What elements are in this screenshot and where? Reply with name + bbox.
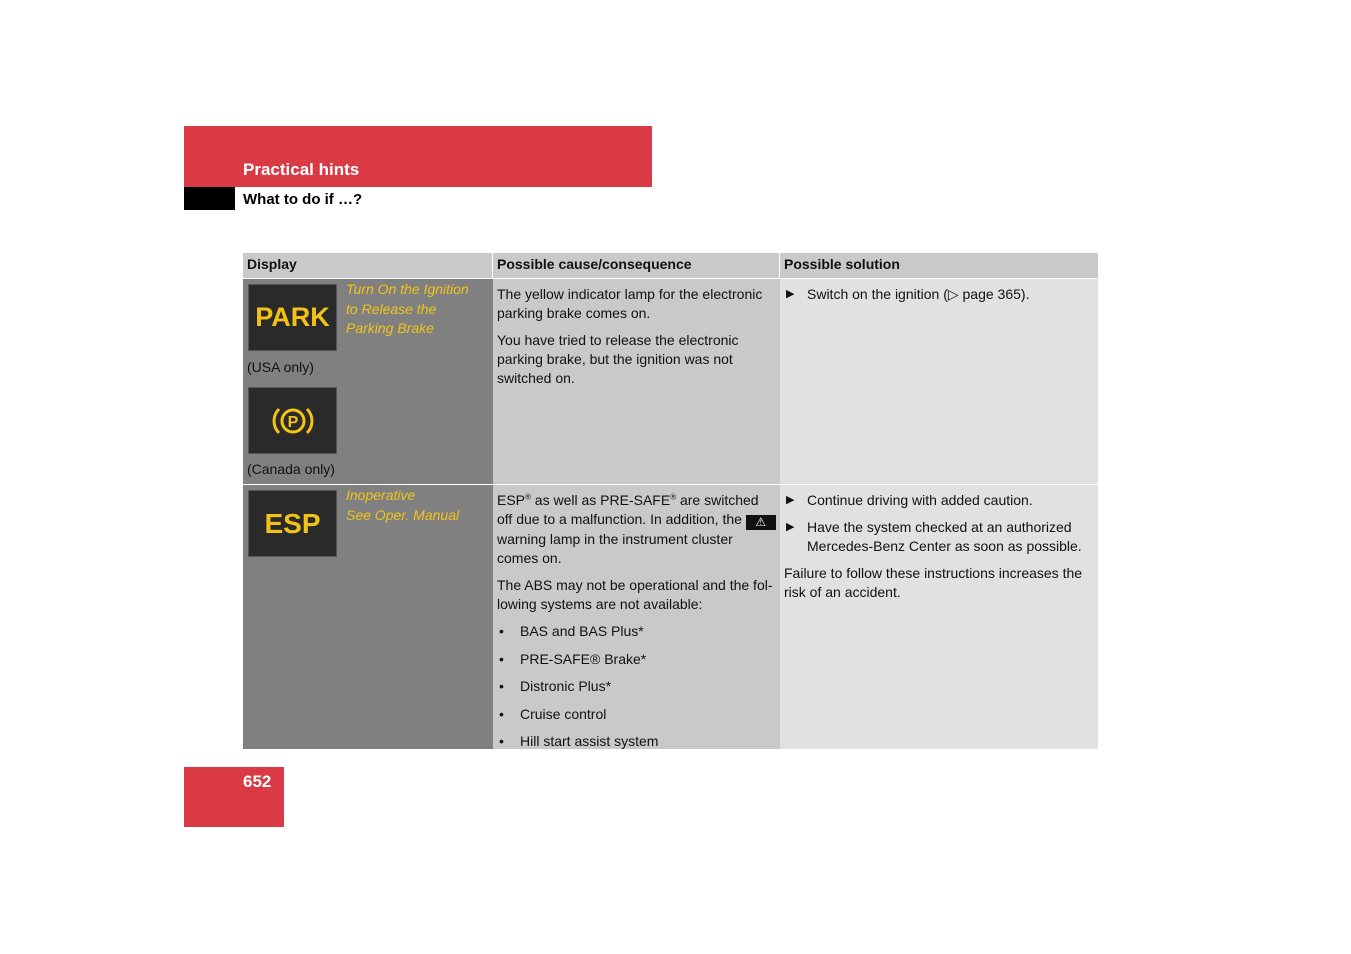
cause-cell — [493, 485, 780, 749]
cause-text: are switched off due to a malfunction. In addition, the — [497, 492, 759, 527]
system-name: Hill start assist system — [520, 733, 659, 749]
park-lamp-label: PARK — [255, 302, 330, 332]
bullet-icon: • — [499, 650, 504, 667]
warning-triangle-icon: ⚠ — [746, 515, 776, 530]
column-header-display: Display — [243, 253, 493, 278]
esp-lamp-label: ESP — [264, 508, 321, 539]
park-lamp-icon — [248, 284, 337, 351]
system-name: Distronic Plus* — [520, 678, 612, 694]
registered-mark: ® — [525, 492, 531, 502]
canada-only-note: (Canada only) — [247, 461, 335, 477]
cause-text: warning lamp in the instrument cluster comes on. — [497, 531, 733, 566]
display-message-line: Turn On the Ignition — [346, 281, 469, 297]
cause-paragraph: You have tried to release the electronic parking brake, but the ignition was not switched on. — [497, 332, 739, 386]
display-message-line: to Release the — [346, 300, 437, 317]
display-message — [346, 280, 469, 339]
unavailable-systems-list — [497, 622, 776, 751]
table-row — [243, 484, 1098, 749]
bullet-icon: • — [499, 705, 504, 722]
list-item — [497, 650, 776, 669]
list-item — [497, 622, 776, 641]
column-header-cause: Possible cause/consequence — [493, 253, 780, 278]
display-message-line: See Oper. Manual — [346, 506, 460, 523]
display-cell — [243, 279, 493, 484]
list-item — [497, 705, 776, 724]
table-header-row — [243, 253, 1098, 278]
solution-step — [784, 491, 1094, 510]
bullet-icon: • — [499, 678, 504, 694]
parking-brake-lamp-icon — [248, 387, 337, 454]
solution-step — [784, 285, 1094, 304]
arrow-icon: ▶ — [786, 288, 795, 300]
solution-step — [784, 518, 1094, 556]
system-name: BAS and BAS Plus* — [520, 623, 644, 639]
cause-cell — [493, 279, 780, 484]
solution-cell — [780, 485, 1098, 749]
usa-only-note: (USA only) — [247, 359, 314, 375]
bullet-icon: • — [499, 623, 504, 639]
section-marker — [184, 187, 235, 210]
solution-text: Have the system checked at an authorized Mercedes-Benz Center as soon as possible. — [807, 519, 1082, 554]
cause-paragraph — [497, 491, 776, 568]
display-message-line: Inoperative — [346, 487, 416, 503]
solution-note: Failure to follow these instructions increases the risk of an accident. — [784, 565, 1083, 600]
solution-text: Continue driving with added caution. — [807, 492, 1033, 508]
arrow-icon: ▶ — [786, 494, 795, 506]
troubleshooting-table — [243, 253, 1098, 749]
list-item — [497, 732, 776, 751]
display-cell — [243, 485, 493, 749]
display-message — [346, 486, 459, 525]
svg-text:P: P — [287, 413, 298, 431]
solution-cell — [780, 279, 1098, 484]
registered-mark: ® — [670, 492, 677, 502]
system-name: Cruise control — [520, 705, 607, 722]
table-row — [243, 278, 1098, 484]
section-title: Practical hints — [243, 160, 360, 179]
list-item — [497, 677, 776, 696]
cause-paragraph: The yellow indicator lamp for the electronic parking brake comes on. — [497, 286, 763, 321]
page-number: 652 — [243, 772, 272, 791]
bullet-icon: • — [499, 733, 504, 749]
solution-text: Switch on the ignition (▷ page 365). — [807, 286, 1030, 302]
display-message-line: Parking Brake — [346, 320, 434, 336]
parking-brake-symbol-icon — [271, 404, 315, 438]
cause-paragraph: The ABS may not be operational and the fol-lowing systems are not available: — [497, 577, 773, 612]
arrow-icon: ▶ — [786, 521, 795, 533]
cause-text: ESP — [497, 492, 526, 508]
column-header-solution: Possible solution — [780, 253, 1098, 278]
cause-text: as well as PRE-SAFE — [530, 492, 671, 508]
page-subtitle: What to do if …? — [243, 191, 363, 208]
system-name: PRE-SAFE® Brake* — [520, 650, 647, 667]
esp-lamp-icon — [248, 490, 337, 557]
